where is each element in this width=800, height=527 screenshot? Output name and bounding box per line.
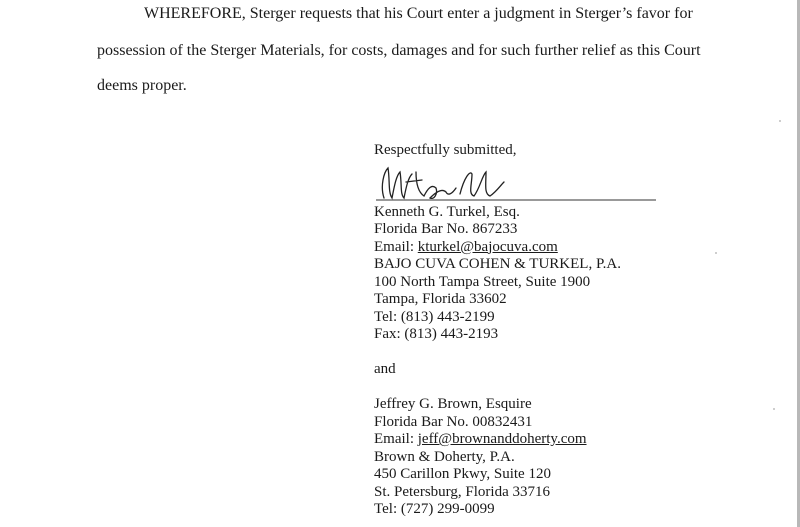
conjunction-and: and: [374, 361, 396, 377]
attorney2-email-row: [374, 431, 674, 449]
attorney1-bar-number: Florida Bar No. 867233: [374, 221, 518, 237]
attorney1-email-row: [374, 239, 674, 257]
attorney1-telephone: Tel: (813) 443-2199: [374, 308, 495, 325]
signature-block: [374, 142, 674, 519]
body-paragraph-line-2: possession of the Sterger Materials, for costs, damages and for such further relief as this Court: [97, 42, 701, 59]
attorney1-firm: BAJO CUVA COHEN & TURKEL, P.A.: [374, 256, 621, 272]
scan-speck: [779, 120, 781, 122]
attorney2-bar-number: Florida Bar No. 00832431: [374, 413, 533, 430]
scan-speck: [715, 252, 717, 254]
attorney1-fax: Fax: (813) 443-2193: [374, 326, 499, 342]
attorney1-email-link[interactable]: kturkel@bajocuva.com: [417, 238, 558, 255]
closing: Respectfully submitted,: [374, 142, 517, 158]
attorney1-email-label: Email:: [374, 238, 414, 255]
attorney1-address-line-1: 100 North Tampa Street, Suite 1900: [374, 273, 591, 290]
attorney2-firm: Brown & Doherty, P.A.: [374, 448, 515, 465]
attorney2-name: Jeffrey G. Brown, Esquire: [374, 396, 532, 412]
body-paragraph-line-3: deems proper.: [97, 77, 187, 94]
attorney2-email-label: Email:: [374, 431, 414, 447]
attorney1-address-line-2: Tampa, Florida 33602: [374, 291, 507, 307]
attorney2-email-link[interactable]: jeff@brownanddoherty.com: [417, 431, 587, 447]
body-paragraph-line-1: WHEREFORE, Sterger requests that his Court enter a judgment in Sterger’s favor for: [144, 5, 693, 22]
attorney2-telephone: Tel: (727) 299-0099: [374, 501, 495, 517]
attorney1-name: Kenneth G. Turkel, Esq.: [374, 203, 520, 220]
scan-speck: [773, 408, 775, 410]
attorney2-address-line-2: St. Petersburg, Florida 33716: [374, 483, 550, 500]
attorney2-address-line-1: 450 Carillon Pkwy, Suite 120: [374, 466, 551, 482]
